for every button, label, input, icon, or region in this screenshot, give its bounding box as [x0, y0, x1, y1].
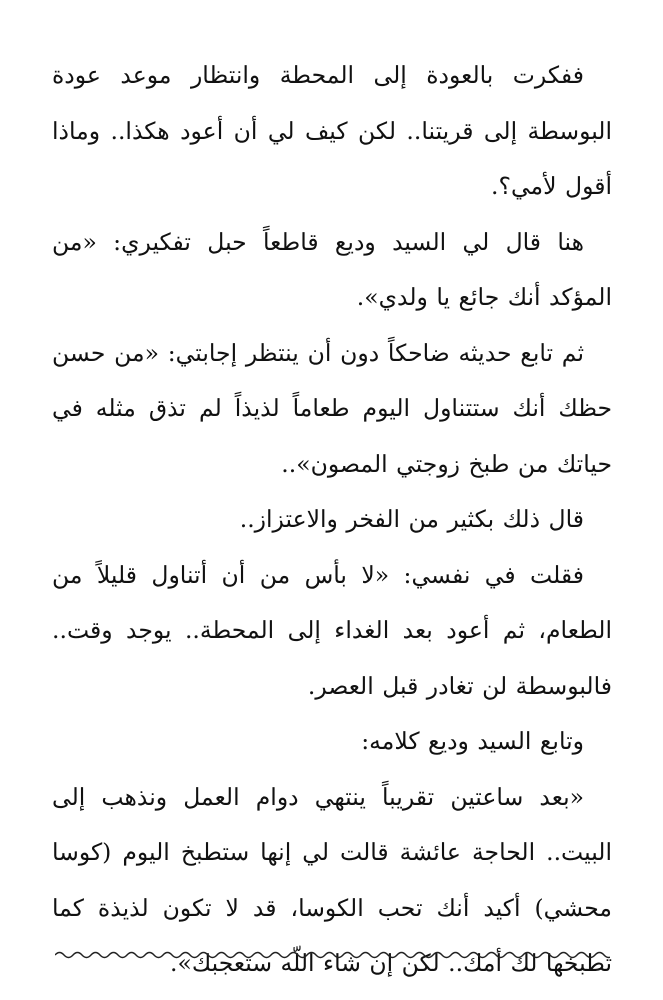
paragraph-4: قال ذلك بكثير من الفخر والاعتزاز..: [239, 505, 584, 533]
paragraph-2: هنا قال لي السيد وديع قاطعاً حبل تفكيري: «من المؤكد أنك جائع يا ولدي».: [52, 227, 612, 311]
paragraph-1: ففكرت بالعودة إلى المحطة وانتظار موعد عودة البوسطة إلى قريتنا.. لكن كيف لي أن أعود هكذا.. وماذا أقول لأمي؟.: [52, 61, 612, 200]
paragraph-3: ثم تابع حديثه ضاحكاً دون أن ينتظر إجابتي: «من حسن حظك أنك ستتناول اليوم طعاماً لذيذاً لم تذق مثله في حياتك من طبخ زوجتي المصون»..: [52, 338, 612, 478]
paragraph-5: فقلت في نفسي: «لا بأس من أن أتناول قليلاً من الطعام، ثم أعود بعد الغداء إلى المحطة.. يوجد وقت.. فالبوسطة لن تغادر قبل العصر.: [52, 560, 612, 700]
book-page-text: [52, 48, 612, 992]
paragraph-6: وتابع السيد وديع كلامه:: [361, 727, 584, 755]
paragraph-7: «بعد ساعتين تقريباً ينتهي دوام العمل ونذهب إلى البيت.. الحاجة عائشة قالت لي إنها ستطبخ اليوم (كوسا محشي) أكيد أنك تحب الكوسا، قد لا تكون لذيذة كما تطبخها لك أمك.. لكن إن شاء اللّه ستعجبك».: [52, 782, 612, 977]
wavy-divider-line: [55, 950, 610, 960]
